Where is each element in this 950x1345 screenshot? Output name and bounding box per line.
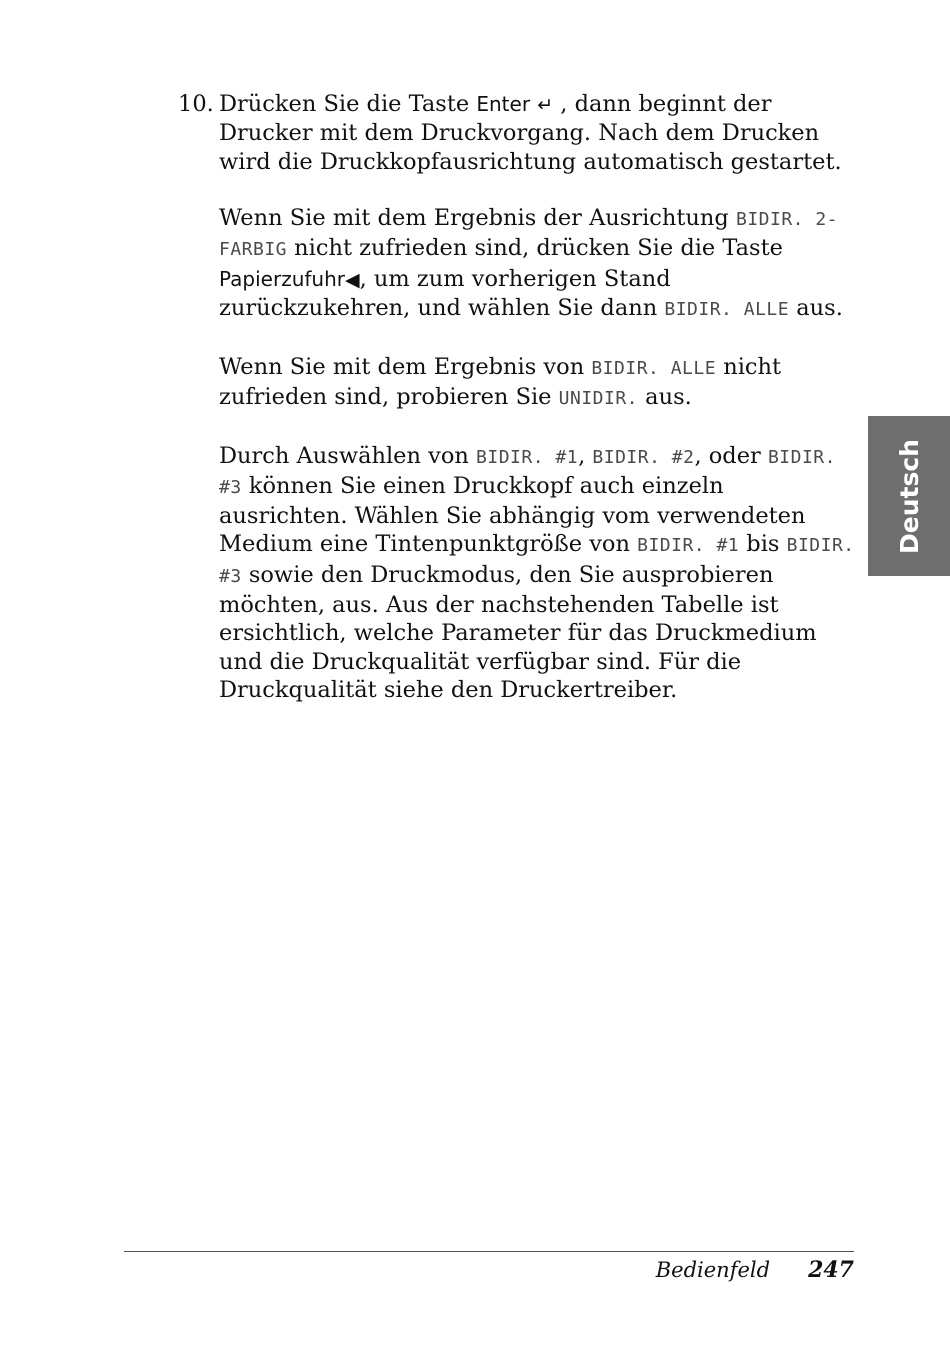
paragraph-bidir-2farbig (219, 204, 858, 324)
text: nicht zufrieden sind, drücken Sie die Taste (287, 235, 783, 262)
text: Drücken Sie die Taste (219, 91, 477, 117)
page-number: 247 (808, 1257, 854, 1283)
step-body (219, 90, 858, 733)
text: sowie den Druckmodus, den Sie ausprobieren möchten, aus. Aus der nachstehenden Tabelle ist ersichtlich, welche Parameter für das Druckmedium und die Druckqualität verfügbar sind. Für die Druckqualität siehe den Druckertreiber. (219, 561, 817, 703)
text: nicht zufrieden sind, probieren Sie (219, 353, 782, 410)
lcd-setting: BIDIR. ALLE (664, 299, 790, 321)
text: , um zum vorherigen Stand zurückzukehren, und wählen Sie dann (219, 265, 671, 322)
lcd-setting: BIDIR. #2 (592, 446, 695, 468)
page-footer (124, 1257, 854, 1283)
text: aus. (789, 295, 843, 322)
paper-feed-key-label: Papierzufuhr (219, 266, 345, 291)
step-item (178, 90, 858, 733)
text: können Sie einen Druckkopf auch einzeln ausrichten. Wählen Sie abhängig vom verwendeten Medium eine Tintenpunktgröße von (219, 472, 806, 558)
step-number: 10. (178, 91, 214, 117)
footer-section-title: Bedienfeld (655, 1258, 771, 1282)
text: Wenn Sie mit dem Ergebnis der Ausrichtung (219, 205, 736, 232)
language-tab-label: Deutsch (894, 438, 924, 554)
enter-key-label: Enter (476, 92, 531, 116)
lcd-setting: BIDIR. 2-FARBIG (219, 209, 839, 261)
lcd-setting: BIDIR. #1 (476, 446, 579, 468)
text: aus. (638, 383, 692, 410)
triangle-left-icon: ◀ (345, 268, 360, 291)
lcd-setting: BIDIR. #3 (219, 535, 855, 587)
text: bis (739, 531, 787, 558)
lcd-setting: BIDIR. #3 (219, 446, 836, 498)
paragraph-enter (219, 90, 858, 176)
footer-divider (124, 1251, 854, 1252)
text: , (578, 442, 593, 469)
text: Durch Auswählen von (219, 442, 477, 469)
lcd-setting: UNIDIR. (558, 387, 639, 409)
text: , dann beginnt der Drucker mit dem Druckvorgang. Nach dem Drucken wird die Druckkopfausrichtung automatisch gestartet. (219, 91, 842, 175)
text: Wenn Sie mit dem Ergebnis von (219, 353, 592, 380)
text: , oder (694, 442, 768, 469)
language-tab (868, 416, 950, 576)
lcd-setting: BIDIR. ALLE (591, 357, 717, 379)
main-content (178, 90, 858, 733)
paragraph-bidir-single (219, 442, 858, 705)
enter-icon: ↵ (537, 94, 554, 116)
lcd-setting: BIDIR. #1 (637, 535, 740, 557)
paragraph-bidir-alle (219, 353, 858, 414)
